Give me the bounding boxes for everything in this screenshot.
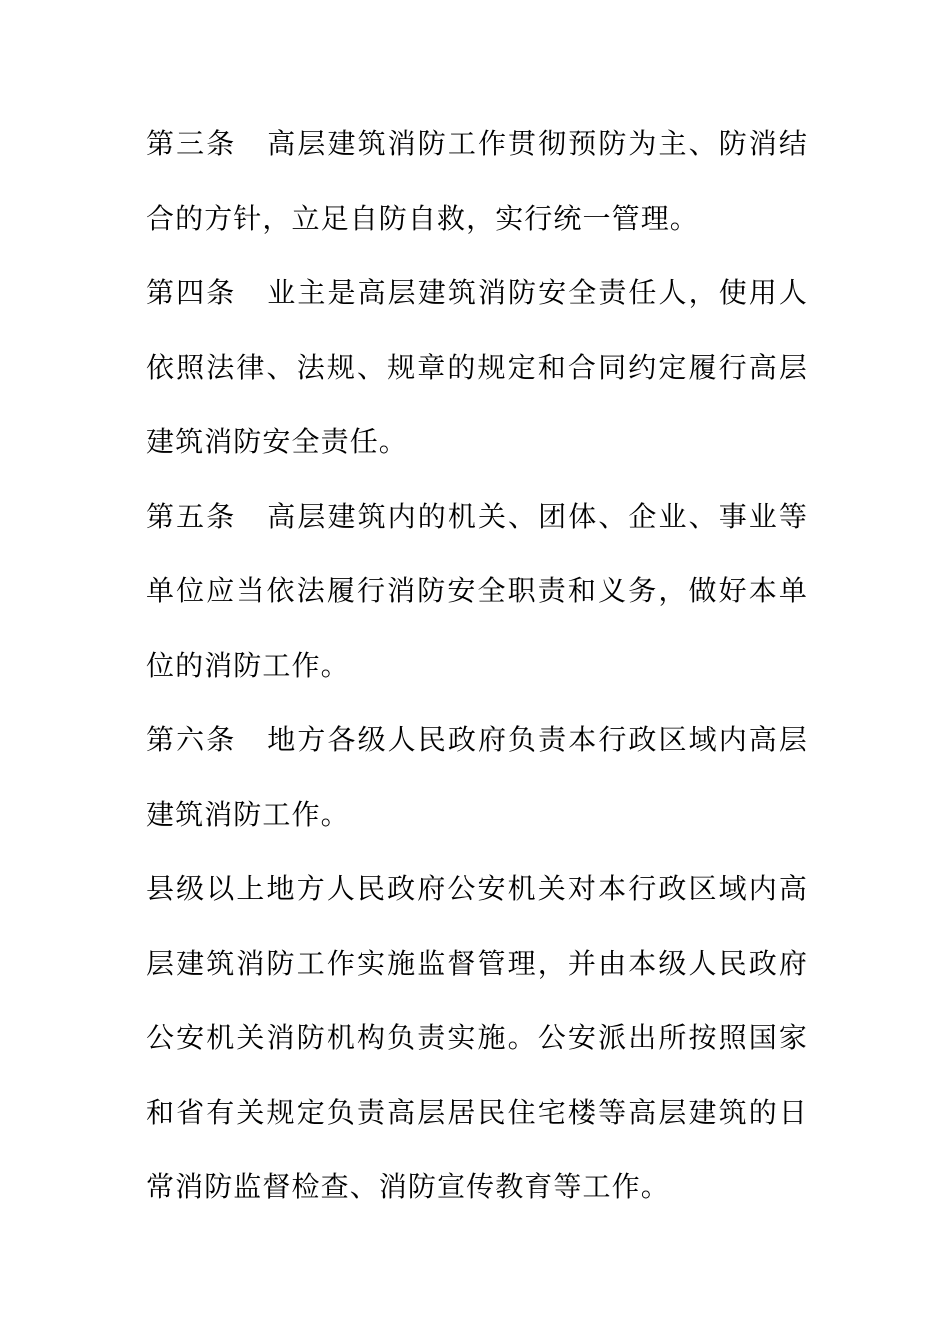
article-5-heading: 第五条 bbox=[146, 499, 237, 533]
article-6-continuation-paragraph bbox=[146, 852, 808, 1225]
article-3-text: 高层建筑消防工作贯彻预防为主、防消结合的方针，立足自防自救，实行统一管理。 bbox=[146, 127, 808, 235]
article-6-text: 地方各级人民政府负责本行政区域内高层建筑消防工作。 bbox=[146, 723, 808, 831]
article-5-paragraph bbox=[146, 480, 808, 704]
article-6-continuation-text: 县级以上地方人民政府公安机关对本行政区域内高层建筑消防工作实施监督管理，并由本级人民政府公安机关消防机构负责实施。公安派出所按照国家和省有关规定负责高层居民住宅楼等高层建筑的日常消防监督检查、消防宣传教育等工作。 bbox=[146, 872, 808, 1203]
article-5-text: 高层建筑内的机关、团体、企业、事业等单位应当依法履行消防安全职责和义务，做好本单位的消防工作。 bbox=[146, 499, 808, 682]
article-4-paragraph bbox=[146, 256, 808, 480]
article-3-paragraph bbox=[146, 107, 808, 256]
article-6-heading: 第六条 bbox=[146, 723, 237, 756]
article-3-heading: 第三条 bbox=[146, 127, 237, 160]
article-4-text: 业主是高层建筑消防安全责任人，使用人依照法律、法规、规章的规定和合同约定履行高层建筑消防安全责任。 bbox=[146, 276, 808, 458]
article-4-heading: 第四条 bbox=[146, 276, 237, 309]
document-body bbox=[146, 107, 808, 1225]
article-6-paragraph bbox=[146, 703, 808, 852]
